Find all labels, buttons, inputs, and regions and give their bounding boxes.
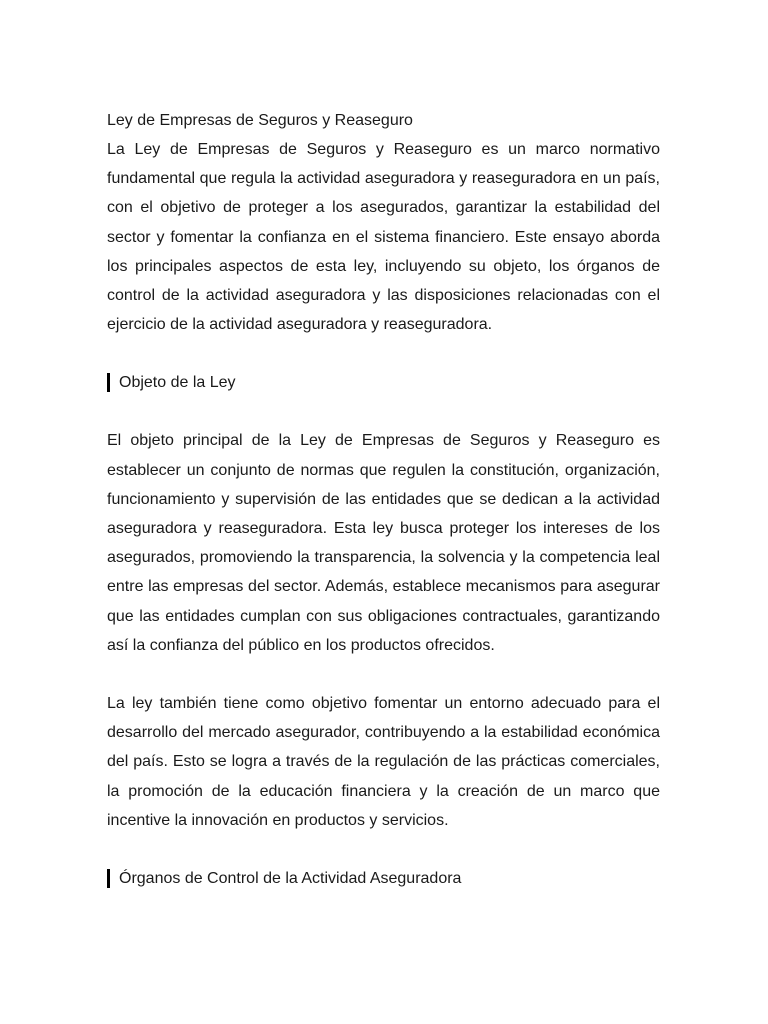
objeto-paragraph-1: El objeto principal de la Ley de Empresas de Seguros y Reaseguro es establecer un conjunto de normas que regulen la constitución, organización, funcionamiento y supervisión de las entidades que se dedican a la actividad aseguradora y reaseguradora. Esta ley busca proteger los intereses de los asegurados, promoviendo la transparencia, la solvencia y la competencia leal entre las empresas del sector. Además, establece mecanismos para asegurar que las entidades cumplan con sus obligaciones contractuales, garantizando así la confianza del público en los productos ofrecidos. <box>107 432 660 654</box>
intro-paragraph: La Ley de Empresas de Seguros y Reaseguro es un marco normativo fundamental que regula la actividad aseguradora y reaseguradora en un país, con el objetivo de proteger a los asegurados, garantizar la estabilidad del sector y fomentar la confianza en el sistema financiero. Este ensayo aborda los principales aspectos de esta ley, incluyendo su objeto, los órganos de control de la actividad aseguradora y las disposiciones relacionadas con el ejercicio de la actividad aseguradora y reaseguradora. <box>107 141 660 334</box>
heading-marker-bar <box>107 869 110 888</box>
spacer <box>107 660 660 689</box>
spacer <box>107 835 660 864</box>
spacer <box>107 397 660 426</box>
document-title: Ley de Empresas de Seguros y Reaseguro <box>107 112 413 129</box>
section-heading-organos <box>107 864 660 893</box>
document-page <box>107 106 660 893</box>
section-heading-label: Órganos de Control de la Actividad Aseguradora <box>119 870 462 888</box>
section-heading-objeto <box>107 368 660 397</box>
section-heading-label: Objeto de la Ley <box>119 374 236 392</box>
spacer <box>107 339 660 368</box>
objeto-paragraph-2: La ley también tiene como objetivo fomentar un entorno adecuado para el desarrollo del mercado asegurador, contribuyendo a la estabilidad económica del país. Esto se logra a través de la regulación de las prácticas comerciales, la promoción de la educación financiera y la creación de un marco que incentive la innovación en productos y servicios. <box>107 695 660 829</box>
heading-marker-bar <box>107 373 110 392</box>
